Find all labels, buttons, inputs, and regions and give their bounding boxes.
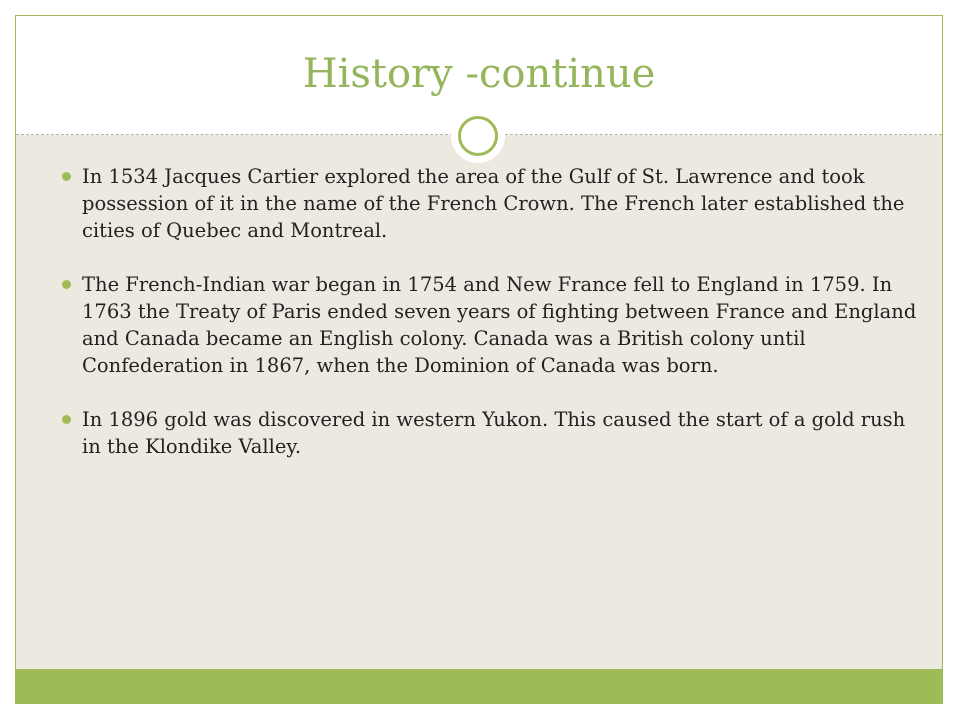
circle-ornament xyxy=(451,109,505,163)
bullet-item xyxy=(62,406,922,460)
bullet-dot-icon xyxy=(62,280,71,289)
footer-bar xyxy=(16,669,942,703)
bullet-text: The French-Indian war began in 1754 and New France fell to England in 1759. In 1763 the Treaty of Paris ended seven years of fighting between France and England and Canada became an English colony. Canada was a British colony until Confederation in 1867, when the Dominion of Canada was born. xyxy=(82,273,917,377)
bullet-text: In 1896 gold was discovered in western Yukon. This caused the start of a gold rush in the Klondike Valley. xyxy=(82,408,906,458)
slide-title: History -continue xyxy=(302,51,656,97)
bullet-item xyxy=(62,271,922,379)
slide xyxy=(15,15,943,704)
bullet-text: In 1534 Jacques Cartier explored the area of the Gulf of St. Lawrence and took possession of it in the name of the French Crown. The French later established the cities of Quebec and Montreal. xyxy=(82,165,905,242)
bullet-list xyxy=(62,163,922,487)
bullet-item xyxy=(62,163,922,244)
circle-ring-icon xyxy=(458,116,498,156)
bullet-dot-icon xyxy=(62,172,71,181)
bullet-dot-icon xyxy=(62,415,71,424)
